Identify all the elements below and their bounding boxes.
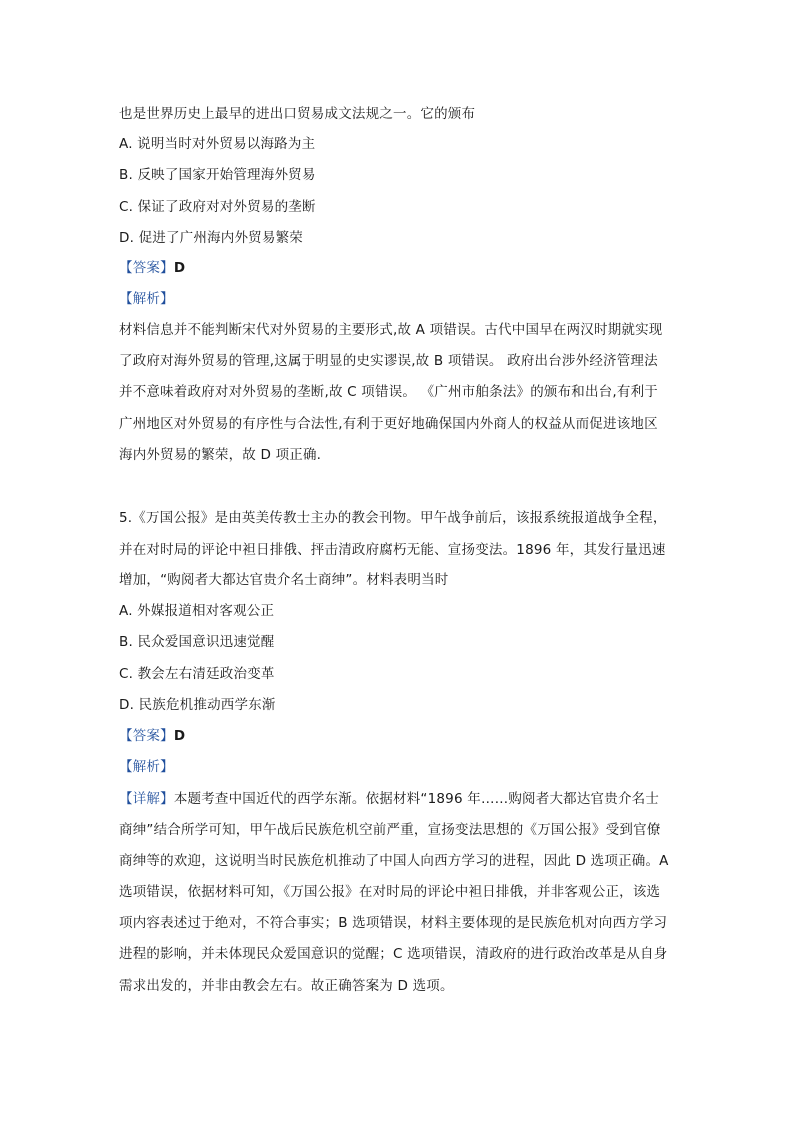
q5-detail-line: 商绅”结合所学可知，甲午战后民族危机空前严重，宣扬变法思想的《万国公报》受到官僚 (119, 822, 661, 838)
q5-analysis-tag: 【解析】 (119, 759, 174, 775)
q5-detail-line: 选项错误，依据材料可知，《万国公报》在对时局的评论中袒日排俄，并非客观公正，该选 (119, 884, 661, 900)
q4-option-c: C. 保证了政府对对外贸易的垄断 (119, 199, 316, 215)
q5-option-c: C. 教会左右清廷政治变革 (119, 666, 275, 682)
q5-option-a: A. 外媒报道相对客观公正 (119, 603, 275, 619)
q5-answer-value: D (173, 728, 186, 744)
q4-answer-tag: 【答案】 (119, 260, 174, 276)
q4-analysis-heading (119, 289, 174, 309)
q5-stem-line: 5.《万国公报》是由英美传教士主办的教会刊物。甲午战争前后，该报系统报道战争全程， (119, 510, 667, 526)
q4-analysis-line: 了政府对海外贸易的管理,这属于明显的史实谬误,故 B 项错误。 政府出台涉外经济管理法 (119, 353, 658, 369)
q4-option-b: B. 反映了国家开始管理海外贸易 (119, 167, 316, 183)
q4-analysis-line: 海内外贸易的繁荣，故 D 项正确. (119, 447, 322, 463)
q5-detail-line: 项内容表述过于绝对，不符合事实；B 选项错误，材料主要体现的是民族危机对向西方学习 (119, 915, 668, 931)
q4-analysis-line: 广州地区对外贸易的有序性与合法性,有利于更好地确保国内外商人的权益从而促进该地区 (119, 416, 658, 432)
q4-stem-tail: 也是世界历史上最早的进出口贸易成文法规之一。它的颁布 (119, 106, 476, 122)
q5-detail-tag: 【详解】 (119, 791, 174, 807)
q5-detail-line: 商绅等的欢迎，这说明当时民族危机推动了中国人向西方学习的进程，因此 D 选项正确。A (119, 853, 669, 869)
q5-detail-line: 需求出发的，并非由教会左右。故正确答案为 D 选项。 (119, 978, 454, 994)
q4-option-d: D. 促进了广州海内外贸易繁荣 (119, 230, 303, 246)
q5-answer-tag: 【答案】 (119, 728, 174, 744)
q5-option-d: D. 民族危机推动西学东渐 (119, 697, 276, 713)
q4-analysis-tag: 【解析】 (119, 291, 174, 307)
q5-stem-line: 并在对时局的评论中袒日排俄、抨击清政府腐朽无能、宣扬变法。1896 年，其发行量迅速 (119, 542, 666, 558)
q4-answer (119, 258, 185, 278)
q4-answer-value: D (173, 260, 186, 276)
q4-option-a: A. 说明当时对外贸易以海路为主 (119, 136, 316, 152)
q5-detail-text: 本题考查中国近代的西学东渐。依据材料“1896 年……购阅者大都达官贵介名士 (173, 791, 660, 807)
q5-stem-line: 增加，“购阅者大都达官贵介名士商绅”。材料表明当时 (119, 572, 449, 588)
q5-detail-first-line (119, 789, 659, 809)
q5-option-b: B. 民众爱国意识迅速觉醒 (119, 634, 275, 650)
q4-analysis-line: 并不意味着政府对对外贸易的垄断,故 C 项错误。 《广州市舶条法》的颁布和出台,有利于 (119, 384, 658, 400)
q5-detail-line: 进程的影响，并未体现民众爱国意识的觉醒；C 选项错误，清政府的进行政治改革是从自身 (119, 946, 668, 962)
q4-analysis-line: 材料信息并不能判断宋代对外贸易的主要形式,故 A 项错误。古代中国早在两汉时期就实现 (119, 322, 663, 338)
q5-answer (119, 726, 185, 746)
q5-analysis-heading (119, 757, 174, 777)
